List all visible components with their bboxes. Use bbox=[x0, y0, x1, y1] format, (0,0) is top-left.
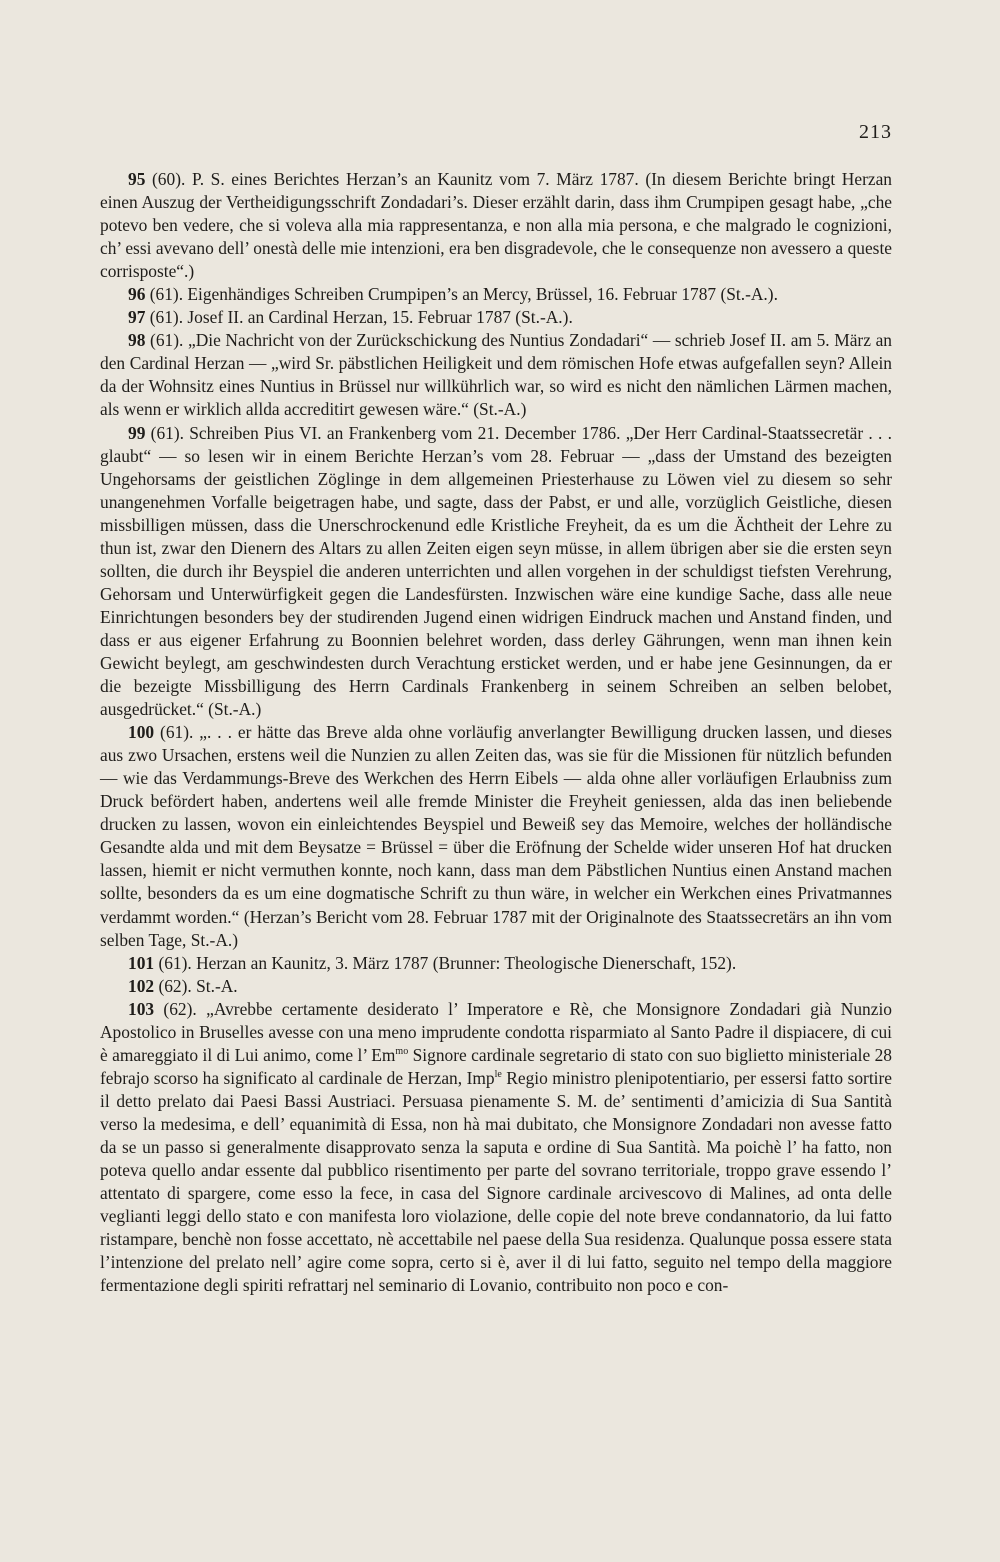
note-text: (62). „Avrebbe certamente desiderato l’ Imperatore e Rè, che Monsignore Zondadari già Nunzio Apostolico in Bruselles avesse con una meno imprudente condotta risparmiato al Santo Padre il dispiacere, di cui è amareggiato il di Lui animo, come l’ Em bbox=[100, 998, 892, 1065]
note-text: (61). Schreiben Pius VI. an Frankenberg vom 21. December 1786. „Der Herr Cardinal-Staatssecretär . . . glaubt“ — so lesen wir in einem Berichte Herzan’s vom 28. Februar — „dass der Umstand des bezeigten Ungehorsams der geistlichen Zöglinge in dem allgemeinen Priesterhause zu Löwen viel zu diesem so sehr unangenehmen Vorfalle beigetragen habe, und sagte, dass der Pabst, er und alle, vorzüglich Geistliche, diesen missbilligen müssen, dass die Unerschrockenund edle Kristliche Freyheit, da es um die Ächtheit der Lehre zu thun ist, zwar den Dienern des Altars zu allen Zeiten eigen seyn müsse, in allem übrigen aber sie die ersten seyn sollten, die durch ihr Beyspiel die anderen unterrichten und allen vorgehen in der schuldigst tiefsten Verehrung, Gehorsam und Unterwürfigkeit gegen die Landesfürsten. Inzwischen wäre eine kundige Sache, dass alle neue Einrichtungen besonders bey der studirenden Jugend einen widrigen Eindruck machen und Anstand finden, und dass er aus eigener Erfahrung zu Boonnien belehret worden, dass derley Gährungen, wenn man ihnen kein Gewicht beylegt, am geschwindesten durch Verachtung ersticket werden, und er habe jene Gesinnungen, da er die bezeigte Missbilligung des Herrn Cardinals Frankenberg in seinem Schreiben an selben belobet, ausgedrücket.“ (St.-A.) bbox=[100, 422, 892, 720]
note-text: (61). Herzan an Kaunitz, 3. März 1787 (Brunner: Theologische Dienerschaft, 152). bbox=[154, 952, 737, 973]
note-number: 100 bbox=[128, 722, 155, 743]
note-102 bbox=[100, 975, 892, 998]
note-number: 99 bbox=[128, 422, 146, 443]
note-text: (60). P. S. eines Berichtes Herzan’s an Kaunitz vom 7. März 1787. (In diesem Berichte bringt Herzan einen Auszug der Vertheidigungsschrift Zondadari’s. Dieser erzählt darin, dass ihm Crumpipen gesagt habe, „che potevo ben vedere, che si voleva alla mia rappresentanza, e non alla mia persona, e che malgrado le cognizioni, ch’ essi avevano dell’ onestà delle mie intenzioni, era ben disgradevole, che le consequenze non avessero a queste corrisposte“.) bbox=[100, 169, 892, 282]
note-99 bbox=[100, 422, 892, 722]
note-number: 96 bbox=[128, 284, 146, 305]
note-number: 95 bbox=[128, 169, 146, 189]
note-100 bbox=[100, 721, 892, 951]
note-number: 102 bbox=[128, 975, 155, 996]
superscript-abbreviation: mo bbox=[395, 1045, 409, 1057]
note-number: 103 bbox=[128, 998, 155, 1019]
note-103 bbox=[100, 998, 892, 1298]
footnotes-body bbox=[100, 168, 892, 1297]
note-text: (61). „. . . er hätte das Breve alda ohne vorläufig anverlangter Bewilligung drucken lassen, und dieses aus zwo Ursachen, erstens weil die Nunzien zu allen Zeiten das, was sie für die Missionen für nützlich befunden — wie das Verdammungs-Breve des Werkchen des Herrn Eibels — alda ohne aller vorläufigen Erlaubniss zum Druck befördert haben, andertens weil alle fremde Minister die Freyheit geniessen, alda das inen beliebende drucken zu lassen, wovon ein einleichtendes Beyspiel und Beweiß sey das Memoire, welches der holländische Gesandte alda und mit dem Beysatze = Brüssel = über die Eröfnung der Schelde wider unseren Hof hat drucken lassen, hiemit er nicht vermuthen konnte, noch kann, dass man dem Päbstlichen Nuntius einen Anstand machen sollte, besonders da es um eine dogmatische Schrift zu thun wäre, in welcher ein Werkchen eines Privatmannes verdammt worden.“ (Herzan’s Bericht vom 28. Februar 1787 mit der Originalnote des Staatssecretärs an ihn vom selben Tage, St.-A.) bbox=[100, 722, 892, 950]
superscript-abbreviation: le bbox=[494, 1069, 502, 1081]
note-number: 101 bbox=[128, 952, 155, 973]
note-text: Regio ministro plenipotentiario, per essersi fatto sortire il detto prelato dai Paesi Bassi Austriaci. Persuasa pienamente S. M. de’ sentimenti d’amicizia di Sua Santità verso la medesima, e dell’ equanimità di Essa, non hà mai dubitato, che Monsignore Zondadari non avesse fatto da se un passo si generalmente disapprovato senza la saputa e ordine di Sua Santità. Ma poichè l’ ha fatto, non poteva quello andar essente dal pubblico risentimento per parte del sovrano territoriale, troppo grave essendo l’ attentato di spargere, come esso la fece, in casa del Signore cardinale arcivescovo di Malines, ad onta delle veglianti leggi dello stato e con manifesta loro violazione, delle copie del note breve condannatorio, da lui fatto ristampare, benchè non fosse accettato, nè accettabile nel paese della Sua residenza. Qualunque possa essere stata l’intenzione del prelato nell’ agire come sopra, certo si è, aver il di lui fatto, seguito nel tempo della maggiore fermentazione degli spiriti refrattarj nel seminario di Lovanio, contribuito non poco e con- bbox=[100, 1067, 892, 1296]
note-96 bbox=[100, 283, 892, 306]
note-text: (62). St.-A. bbox=[154, 975, 238, 996]
note-number: 98 bbox=[128, 330, 146, 351]
note-text: (61). „Die Nachricht von der Zurückschickung des Nuntius Zondadari“ — schrieb Josef II. am 5. März an den Cardinal Herzan — „wird Sr. päbstlichen Heiligkeit und dem römischen Hofe etwas aufgefallen seyn? Allein da der Wohnsitz eines Nuntius in Brüssel nur willkührlich war, so wird es nicht den nämlichen Lärmen machen, als wenn er wirklich allda accreditirt gewesen wäre.“ (St.-A.) bbox=[100, 330, 892, 420]
page-number: 213 bbox=[859, 121, 892, 143]
note-number: 97 bbox=[128, 307, 146, 328]
note-95 bbox=[100, 168, 892, 283]
note-101 bbox=[100, 952, 892, 975]
note-98 bbox=[100, 329, 892, 421]
note-text: (61). Eigenhändiges Schreiben Crumpipen’s an Mercy, Brüssel, 16. Februar 1787 (St.-A.). bbox=[145, 284, 778, 305]
note-text: Signore cardinale segretario di stato con suo biglietto ministeriale 28 febrajo scorso ha significato al cardinale de Herzan, Imp bbox=[100, 1044, 892, 1088]
note-text: (61). Josef II. an Cardinal Herzan, 15. Februar 1787 (St.-A.). bbox=[145, 307, 573, 328]
note-97 bbox=[100, 306, 892, 329]
